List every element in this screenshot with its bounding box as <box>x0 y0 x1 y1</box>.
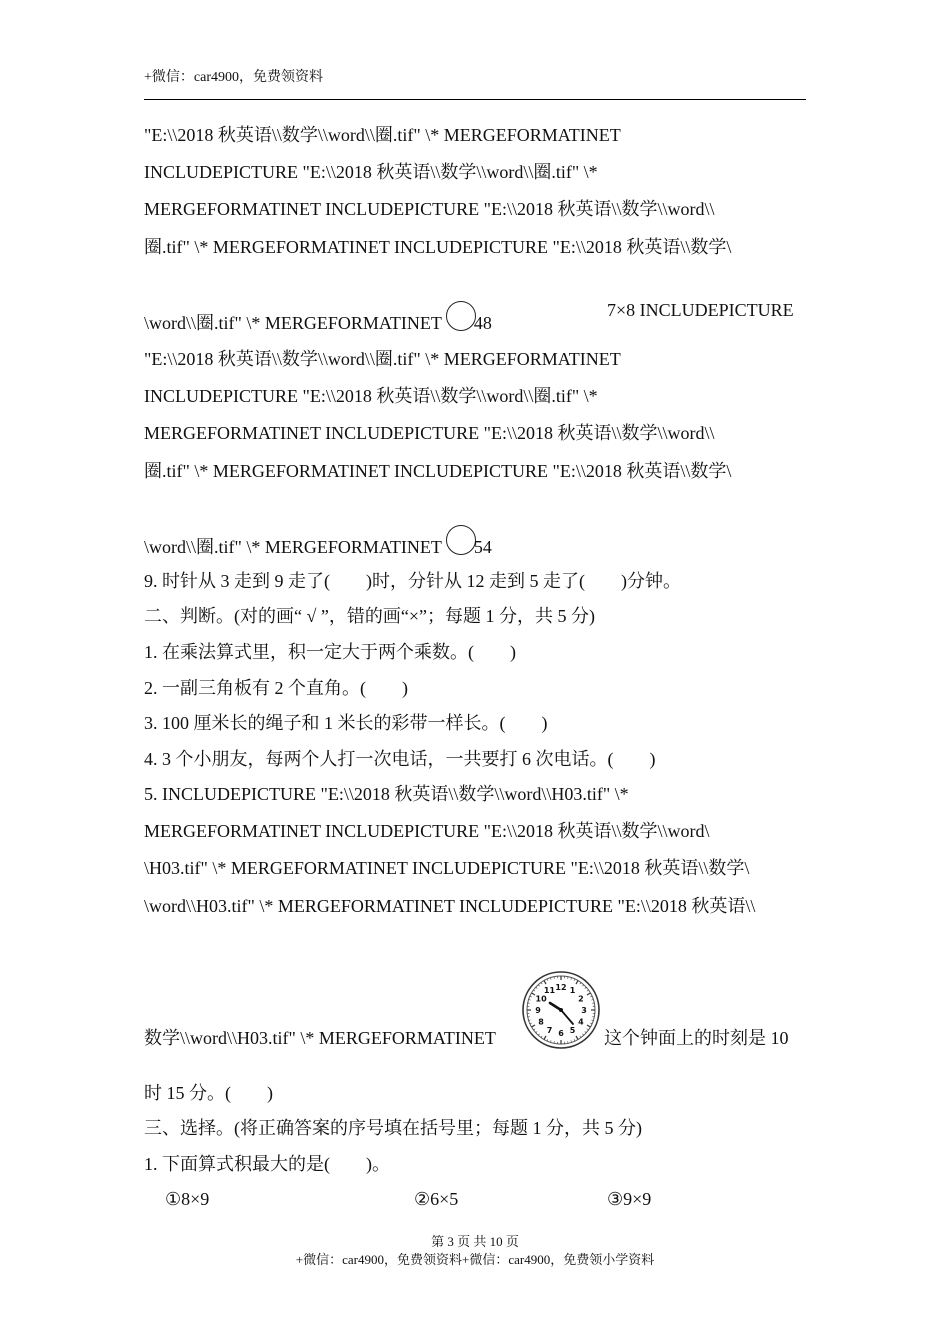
page-header: +微信：car4900，免费领资料 <box>144 70 323 85</box>
clock-numeral: 5 <box>569 1025 576 1035</box>
clock-numeral: 6 <box>558 1029 564 1038</box>
clock-numeral: 11 <box>543 986 556 996</box>
page-footer: +微信：car4900，免费领资料+微信：car4900，免费领小学资料 <box>295 1252 655 1267</box>
text-line: INCLUDEPICTURE "E:\\2018 秋英语\\数学\\word\\圈.tif" \* <box>144 386 598 406</box>
choice-option-2: ②6×5 <box>414 1189 459 1209</box>
circle-blank-icon <box>446 301 476 331</box>
judge-item-4: 4. 3 个小朋友，每两个人打一次电话，一共要打 6 次电话。( ) <box>144 749 656 769</box>
text-fragment: \word\\圈.tif" \* MERGEFORMATINET <box>144 313 442 333</box>
text-fragment: 7×8 INCLUDEPICTURE <box>607 300 794 320</box>
choice-option-3: ③9×9 <box>607 1189 652 1209</box>
choice-question-1: 1. 下面算式积最大的是( )。 <box>144 1154 390 1174</box>
clock-numeral: 7 <box>546 1025 553 1035</box>
clock-numeral: 1 <box>569 986 576 996</box>
text-line: 圈.tif" \* MERGEFORMATINET INCLUDEPICTURE "E:\\2018 秋英语\\数学\ <box>144 237 732 257</box>
answer-fragment: 48 <box>473 313 492 333</box>
clock-face-icon <box>521 970 601 1050</box>
page-number: 第 3 页 共 10 页 <box>431 1234 519 1249</box>
judge-item-2: 2. 一副三角板有 2 个直角。( ) <box>144 678 408 698</box>
text-line <box>144 301 492 334</box>
circle-blank-icon <box>446 525 476 555</box>
judge-item-3: 3. 100 厘米长的绳子和 1 米长的彩带一样长。( ) <box>144 713 548 733</box>
text-line <box>144 525 492 558</box>
section-heading-3: 三、选择。(将正确答案的序号填在括号里；每题 1 分，共 5 分) <box>144 1118 642 1138</box>
text-line: 圈.tif" \* MERGEFORMATINET INCLUDEPICTURE "E:\\2018 秋英语\\数学\ <box>144 461 732 481</box>
header-rule <box>144 99 806 100</box>
text-line: MERGEFORMATINET INCLUDEPICTURE "E:\\2018 秋英语\\数学\\word\\ <box>144 423 715 443</box>
question-9: 9. 时针从 3 走到 9 走了( )时，分针从 12 走到 5 走了( )分钟。 <box>144 571 681 591</box>
text-line: MERGEFORMATINET INCLUDEPICTURE "E:\\2018 秋英语\\数学\\word\\ <box>144 199 715 219</box>
clock-numeral: 12 <box>555 983 567 992</box>
text-line: "E:\\2018 秋英语\\数学\\word\\圈.tif" \* MERGEFORMATINET <box>144 125 621 145</box>
judge-item-5-line: 数学\\word\\H03.tif" \* MERGEFORMATINET <box>144 1028 496 1048</box>
clock-numeral: 8 <box>538 1017 544 1027</box>
text-line: "E:\\2018 秋英语\\数学\\word\\圈.tif" \* MERGEFORMATINET <box>144 349 621 369</box>
clock-numeral: 3 <box>581 1006 587 1015</box>
clock-numeral: 9 <box>535 1006 541 1015</box>
answer-fragment: 54 <box>473 537 492 557</box>
text-line: INCLUDEPICTURE "E:\\2018 秋英语\\数学\\word\\圈.tif" \* <box>144 162 598 182</box>
clock-numeral: 4 <box>578 1017 584 1027</box>
judge-item-5-line: \H03.tif" \* MERGEFORMATINET INCLUDEPICTURE "E:\\2018 秋英语\\数学\ <box>144 858 750 878</box>
clock-numeral: 10 <box>535 994 547 1004</box>
clock-numeral: 2 <box>578 994 584 1004</box>
judge-item-5-line: MERGEFORMATINET INCLUDEPICTURE "E:\\2018 秋英语\\数学\\word\ <box>144 821 710 841</box>
judge-item-5-line: 这个钟面上的时刻是 10 <box>604 1028 789 1048</box>
choice-option-1: ①8×9 <box>165 1189 210 1209</box>
judge-item-5-line: 5. INCLUDEPICTURE "E:\\2018 秋英语\\数学\\word\\H03.tif" \* <box>144 784 629 804</box>
section-heading-2: 二、判断。(对的画“ √ ”，错的画“×”；每题 1 分，共 5 分) <box>144 606 595 626</box>
judge-item-5-line: 时 15 分。( ) <box>144 1083 273 1103</box>
judge-item-5-line: \word\\H03.tif" \* MERGEFORMATINET INCLUDEPICTURE "E:\\2018 秋英语\\ <box>144 896 756 916</box>
text-fragment: \word\\圈.tif" \* MERGEFORMATINET <box>144 537 442 557</box>
judge-item-1: 1. 在乘法算式里，积一定大于两个乘数。( ) <box>144 642 516 662</box>
